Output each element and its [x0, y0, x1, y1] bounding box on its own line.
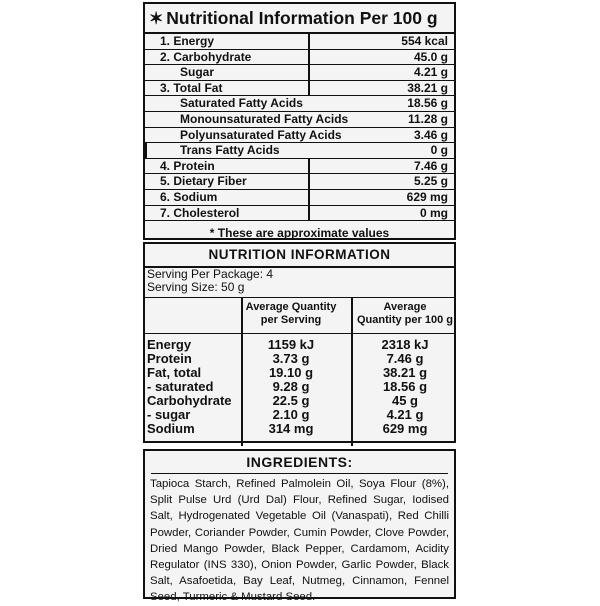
column-header-row: [145, 297, 454, 334]
nutrient-value: 4.21 g: [413, 65, 448, 80]
header-per-100g: [353, 301, 457, 327]
nutrient-value: 7.46 g: [413, 158, 448, 173]
table-row: [145, 380, 454, 394]
nutrient-label: 1. Energy: [160, 34, 215, 48]
per-100g-value: 18.56 g: [382, 379, 428, 394]
column-divider: [145, 143, 147, 158]
panel-title-text: Nutritional Information Per 100 g: [166, 8, 438, 28]
nutrient-label: 2. Carbohydrate: [160, 49, 252, 64]
per-100g-value: 7.46 g: [386, 351, 424, 366]
nutrient-row-total-fat: [145, 81, 454, 97]
table-row: [145, 338, 454, 352]
nutrient-row-saturated-fatty-acids: [145, 96, 454, 112]
nutrient-label: Sugar: [180, 65, 215, 80]
per-serving-value: 314 mg: [268, 421, 314, 436]
per-serving-value: 19.10 g: [268, 365, 314, 380]
nutrient-value: 629 mg: [406, 189, 448, 204]
per-serving-value: 22.5 g: [272, 393, 310, 408]
column-divider: [308, 174, 310, 189]
nutrient-row-protein: [145, 159, 454, 175]
nutrient-value: 18.56 g: [407, 96, 448, 111]
row-label: - saturated: [147, 379, 214, 394]
row-label: Fat, total: [147, 365, 202, 380]
row-label: Carbohydrate: [147, 393, 232, 408]
column-divider: [308, 190, 310, 205]
per-100g-value: 38.21 g: [382, 365, 428, 380]
row-label: - sugar: [147, 407, 191, 422]
nutrient-row-sugar: [145, 65, 454, 81]
per-serving-value: 1159 kJ: [267, 337, 315, 352]
star-icon: ✶: [149, 9, 164, 28]
nutrient-value: 38.21 g: [407, 80, 448, 95]
nutrient-label: 7. Cholesterol: [160, 205, 240, 220]
table-row: [145, 408, 454, 422]
header-line: Quantity per 100 g: [357, 314, 453, 326]
nutrient-label: Trans Fatty Acids: [180, 143, 280, 158]
table-row: [145, 394, 454, 408]
nutrient-value: 45.0 g: [413, 49, 448, 64]
column-divider: [308, 159, 310, 174]
nutrient-row-energy: [145, 34, 454, 50]
column-divider: [308, 206, 310, 221]
nutrient-row-polyunsaturated-fatty-acids: [145, 128, 454, 144]
per-serving-value: 2.10 g: [272, 407, 310, 422]
nutrition-table-body: [145, 334, 454, 436]
nutrient-value: 3.46 g: [413, 127, 448, 142]
nutrient-label: 4. Protein: [160, 158, 215, 173]
header-line: Average Quantity: [245, 301, 337, 313]
serving-size: Serving Size: 50 g: [147, 280, 245, 294]
per-100g-value: 629 mg: [382, 421, 428, 436]
panel-title: NUTRITION INFORMATION: [145, 244, 454, 268]
column-divider: [308, 34, 310, 49]
table-row: [145, 366, 454, 380]
header-line: Average: [383, 301, 427, 313]
nutrient-value: 11.28 g: [407, 111, 448, 126]
header-per-serving: [241, 301, 341, 327]
nutrient-label: 3. Total Fat: [160, 80, 223, 95]
nutrient-label: 6. Sodium: [160, 189, 218, 204]
column-divider: [308, 50, 310, 65]
per-serving-value: 3.73 g: [272, 351, 310, 366]
column-divider: [308, 81, 310, 96]
header-line: per Serving: [260, 314, 322, 326]
nutrient-row-trans-fatty-acids: [145, 143, 454, 159]
nutrient-row-monounsaturated-fatty-acids: [145, 112, 454, 128]
nutrition-information-panel: [143, 242, 456, 443]
nutrient-value: 5.25 g: [413, 174, 448, 189]
nutrient-label: 5. Dietary Fiber: [160, 174, 247, 189]
table-row: [145, 352, 454, 366]
nutrient-label: Monounsaturated Fatty Acids: [180, 111, 349, 126]
nutritional-info-per-100g-panel: [143, 2, 456, 240]
nutrient-label: Saturated Fatty Acids: [180, 96, 303, 111]
panel-title: [145, 4, 454, 34]
row-label: Energy: [147, 337, 192, 352]
ingredients-panel: [143, 449, 456, 604]
column-divider: [308, 65, 310, 80]
table-row: [145, 422, 454, 436]
nutrient-row-carbohydrate: [145, 50, 454, 66]
nutrient-value: 0 g: [430, 143, 448, 158]
panel-title: INGREDIENTS:: [151, 451, 448, 474]
row-label: Protein: [147, 351, 192, 366]
per-100g-value: 2318 kJ: [381, 337, 429, 352]
nutrient-value: 554 kcal: [401, 34, 448, 48]
ingredients-text: Tapioca Starch, Refined Palmolein Oil, Soya Flour (8%), Split Pulse Urd (Urd Dal) Flour, Refined Sugar, Iodised Salt, Hydrogenated Vegetable Oil (Vanaspati), Red Chilli Powder, Coriander Powder, Cumin Powder, Clove Powder, Dried Mango Powder, Black Pepper, Cardamom, Acidity Regulator (INS 330), Onion Powder, Garlic Powder, Black Salt, Asafoetida, Bay Leaf, Nutmeg, Cinnamon, Fennel Seed, Turmeric & Mustard Seed.: [150, 478, 449, 604]
approximate-values-footnote: * These are approximate values: [209, 226, 390, 241]
per-100g-value: 45 g: [391, 393, 418, 408]
nutrient-row-dietary-fiber: [145, 174, 454, 190]
nutrient-row-sodium: [145, 190, 454, 206]
nutrient-row-cholesterol: [145, 206, 454, 222]
serving-per-package: Serving Per Package: 4: [147, 267, 274, 281]
per-100g-value: 4.21 g: [386, 407, 424, 422]
row-label: Sodium: [147, 421, 195, 436]
nutrient-value: 0 mg: [419, 205, 448, 220]
per-serving-value: 9.28 g: [272, 379, 310, 394]
nutrient-label: Polyunsaturated Fatty Acids: [180, 127, 342, 142]
